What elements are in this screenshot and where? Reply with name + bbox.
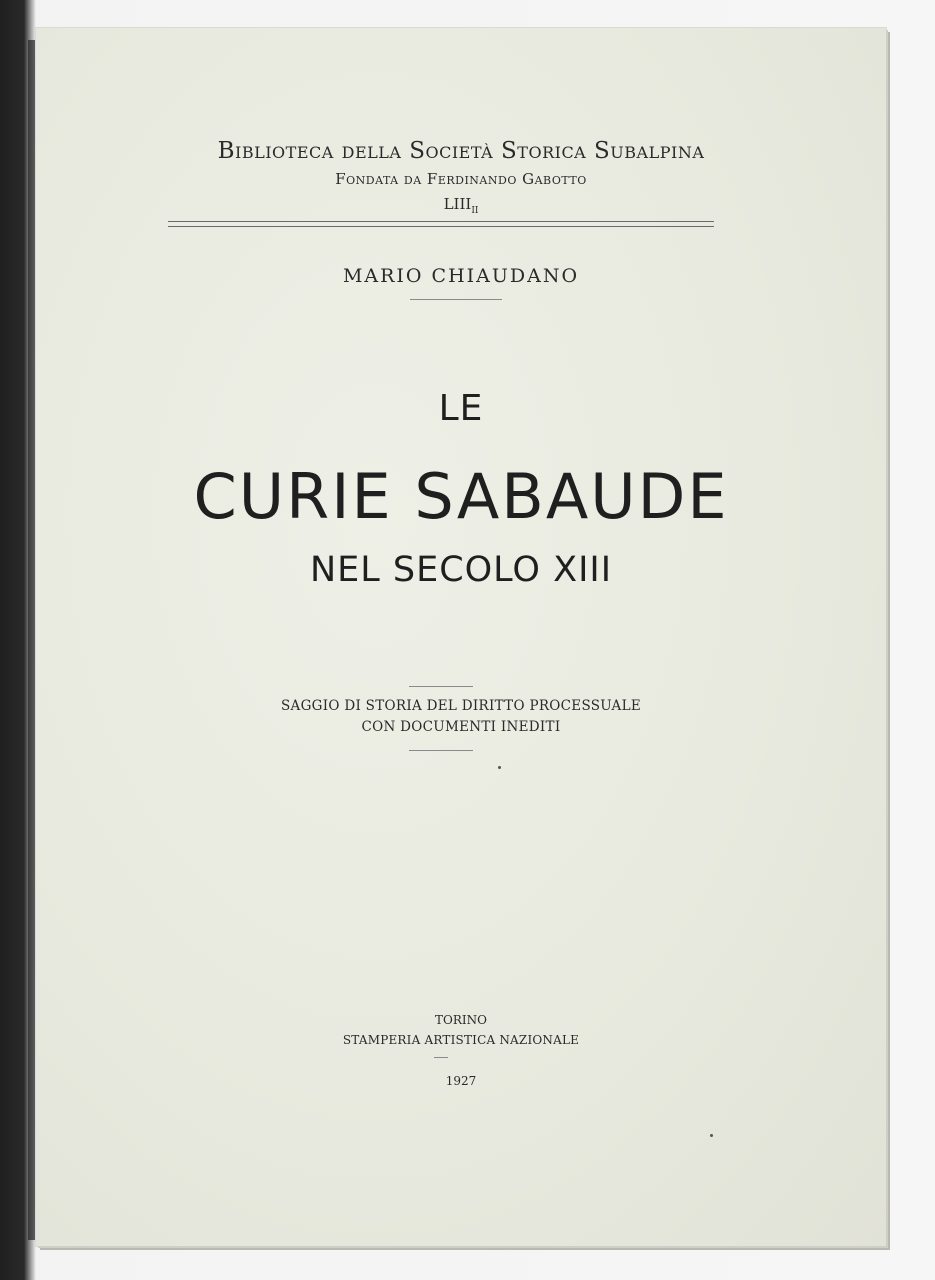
volume-number <box>36 195 886 216</box>
publication-year: 1927 <box>445 1074 477 1088</box>
publisher-dash <box>434 1057 448 1058</box>
series-founder: Fondata da Ferdinando Gabotto <box>335 170 587 188</box>
essay-bottom-rule <box>409 750 473 751</box>
paper-speck <box>498 766 501 769</box>
publisher-name: STAMPERIA ARTISTICA NAZIONALE <box>342 1033 580 1047</box>
book-title: CURIE SABAUDE <box>193 460 729 533</box>
volume-main: LIII <box>443 195 472 213</box>
publication-city: TORINO <box>435 1013 487 1027</box>
title-article: LE <box>438 388 484 429</box>
book-cover <box>36 28 886 1246</box>
header-double-rule <box>168 221 714 227</box>
book-subtitle: NEL SECOLO XIII <box>309 550 613 590</box>
volume-subnumber: II <box>471 206 479 216</box>
series-title: Biblioteca della Società Storica Subalpina <box>217 138 705 164</box>
author-name: MARIO CHIAUDANO <box>342 265 580 287</box>
author-underline <box>410 299 502 300</box>
paper-speck <box>710 1134 713 1137</box>
essay-description-line2: CON DOCUMENTI INEDITI <box>361 719 561 735</box>
essay-top-rule <box>409 686 473 687</box>
essay-description-line1: SAGGIO DI STORIA DEL DIRITTO PROCESSUALE <box>280 698 642 714</box>
